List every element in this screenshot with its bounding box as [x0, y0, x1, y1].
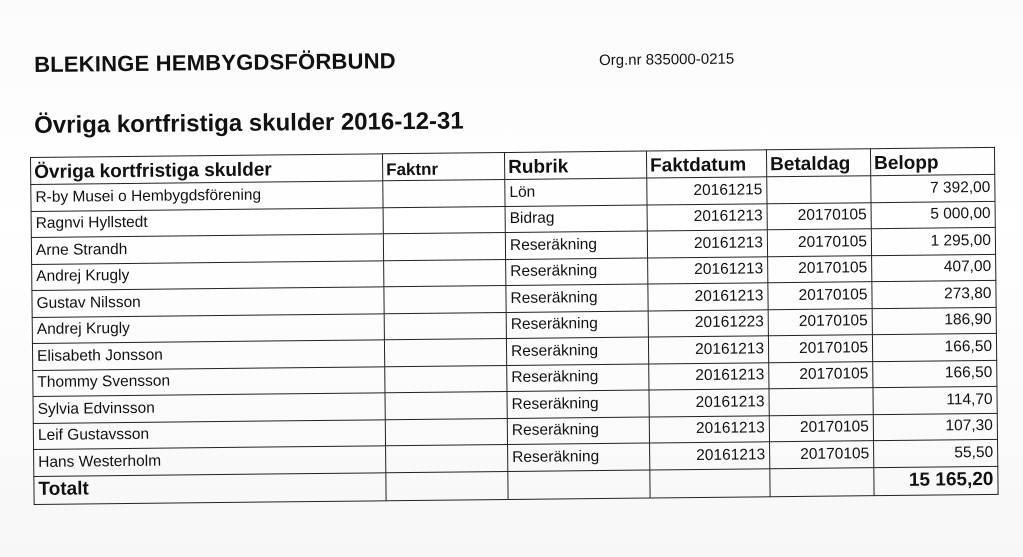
creditor-name: Ragnvi Hyllstedt [31, 207, 383, 237]
faktnr-cell [383, 233, 505, 261]
creditor-name: Sylvia Edvinsson [33, 393, 385, 423]
creditor-name: Andrej Krugly [32, 313, 384, 343]
betaldag-cell: 20170105 [769, 414, 873, 442]
belopp-cell: 55,50 [874, 439, 998, 467]
betaldag-cell: 20170105 [768, 335, 872, 363]
creditor-name: Leif Gustavsson [33, 419, 385, 449]
faktdatum-cell: 20161213 [649, 389, 769, 417]
faktdatum-cell: 20161213 [648, 336, 768, 364]
total-faktnr-cell [386, 471, 508, 500]
document-title: Övriga kortfristiga skulder 2016-12-31 [34, 107, 464, 139]
rubrik-cell: Reseräkning [507, 417, 649, 445]
belopp-cell: 273,80 [872, 280, 996, 308]
faktdatum-cell: 20161213 [647, 230, 767, 258]
belopp-cell: 114,70 [873, 386, 997, 414]
creditor-name: Andrej Krugly [32, 260, 384, 290]
creditor-name: Elisabeth Jonsson [32, 340, 384, 370]
belopp-cell: 107,30 [873, 413, 997, 441]
faktnr-cell [383, 206, 505, 234]
faktnr-cell [386, 445, 508, 473]
creditor-name: Gustav Nilsson [32, 287, 384, 317]
total-betaldag-cell [770, 467, 874, 496]
organization-number: Org.nr 835000-0215 [599, 50, 735, 69]
faktnr-cell [384, 312, 506, 340]
rubrik-cell: Reseräkning [507, 390, 649, 418]
creditor-name: Hans Westerholm [34, 446, 386, 476]
faktdatum-cell: 20161213 [647, 203, 767, 231]
faktnr-cell [384, 286, 506, 314]
total-rubrik-cell [508, 470, 650, 499]
faktdatum-cell: 20161213 [648, 283, 768, 311]
total-label: Totalt [34, 472, 386, 504]
total-faktdatum-cell [650, 468, 770, 497]
total-amount: 15 165,20 [874, 466, 998, 495]
faktnr-cell [383, 180, 505, 208]
rubrik-cell: Reseräkning [506, 311, 648, 339]
belopp-cell: 166,50 [872, 333, 996, 361]
column-header-rubrik: Rubrik [504, 151, 646, 179]
faktnr-cell [384, 339, 506, 367]
creditor-name: Arne Strandh [31, 234, 383, 264]
faktdatum-cell: 20161213 [649, 415, 769, 443]
rubrik-cell: Lön [505, 178, 647, 206]
betaldag-cell: 20170105 [768, 282, 872, 310]
faktdatum-cell: 20161213 [648, 256, 768, 284]
faktnr-cell [385, 365, 507, 393]
column-header-betaldag: Betaldag [766, 149, 870, 177]
belopp-cell: 7 392,00 [871, 174, 995, 202]
faktdatum-cell: 20161213 [649, 362, 769, 390]
rubrik-cell: Reseräkning [505, 231, 647, 259]
creditor-name: R-by Musei o Hembygdsförening [31, 181, 383, 211]
belopp-cell: 186,90 [872, 307, 996, 335]
rubrik-cell: Bidrag [505, 205, 647, 233]
column-header-faktdatum: Faktdatum [646, 150, 766, 178]
betaldag-cell [769, 388, 873, 416]
betaldag-cell: 20170105 [767, 229, 871, 257]
betaldag-cell: 20170105 [768, 308, 872, 336]
betaldag-cell: 20170105 [767, 202, 871, 230]
rubrik-cell: Reseräkning [506, 284, 648, 312]
faktnr-cell [384, 259, 506, 287]
faktdatum-cell: 20161213 [650, 442, 770, 470]
column-header-creditor: Övriga kortfristiga skulder [31, 154, 383, 185]
faktnr-cell [385, 392, 507, 420]
faktdatum-cell: 20161215 [647, 177, 767, 205]
betaldag-cell [767, 176, 871, 204]
rubrik-cell: Reseräkning [507, 364, 649, 392]
belopp-cell: 166,50 [873, 360, 997, 388]
faktdatum-cell: 20161223 [648, 309, 768, 337]
betaldag-cell: 20170105 [769, 361, 873, 389]
belopp-cell: 5 000,00 [871, 201, 995, 229]
organization-name: BLEKINGE HEMBYGDSFÖRBUND [34, 48, 396, 77]
faktnr-cell [385, 418, 507, 446]
column-header-belopp: Belopp [870, 147, 994, 175]
creditor-name: Thommy Svensson [33, 366, 385, 396]
rubrik-cell: Reseräkning [506, 337, 648, 365]
column-header-faktnr: Faktnr [382, 153, 504, 181]
belopp-cell: 407,00 [872, 254, 996, 282]
betaldag-cell: 20170105 [770, 441, 874, 469]
belopp-cell: 1 295,00 [871, 227, 995, 255]
rubrik-cell: Reseräkning [506, 258, 648, 286]
rubrik-cell: Reseräkning [508, 443, 650, 471]
liabilities-table [30, 147, 999, 505]
betaldag-cell: 20170105 [768, 255, 872, 283]
